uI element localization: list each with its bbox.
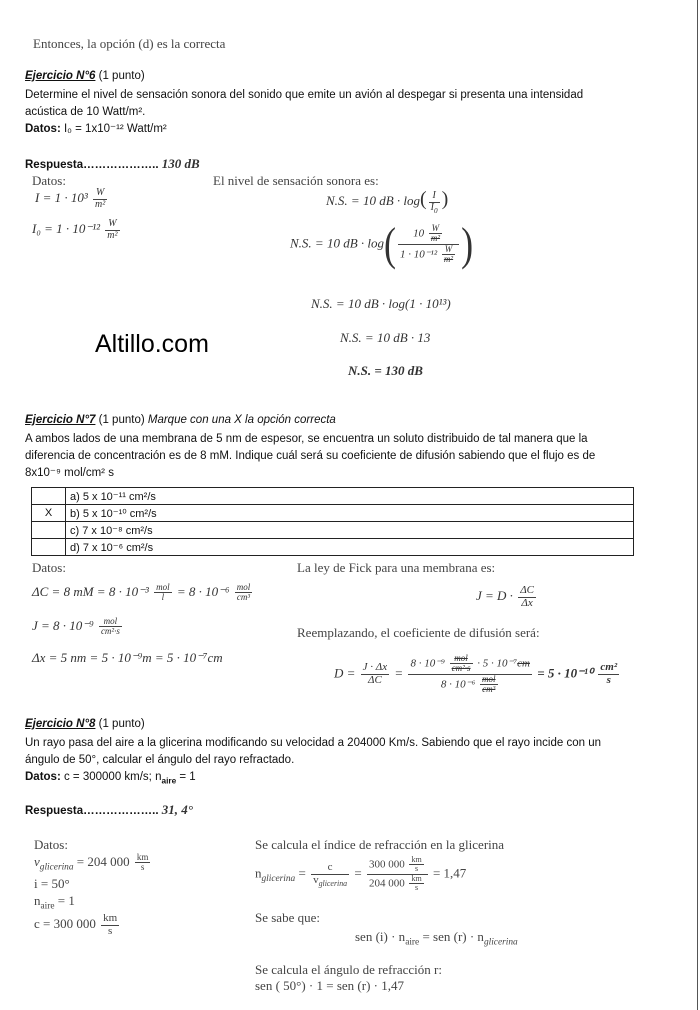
table-row[interactable] bbox=[32, 505, 634, 522]
ex6-ns-title: El nivel de sensación sonora es: bbox=[213, 173, 379, 188]
ex6-data-value: I₀ = 1x10⁻¹² Watt/m² bbox=[63, 123, 167, 135]
option-text: c) 7 x 10⁻⁸ cm²/s bbox=[66, 522, 634, 539]
ex6-statement-line1: Determine el nivel de sensación sonora del sonido que emite un avión al despegar si presenta una intensidad bbox=[25, 89, 584, 101]
option-mark[interactable] bbox=[32, 488, 66, 505]
ex8-refr-eq: $n_{glicerina}$ = $\frac{c}{v_{glicerina}}$ = 300 000 $\frac{km}{s}$ 204 000 $\frac{km}{s}$ = 1,47 bbox=[255, 855, 467, 893]
intro-line: Entonces, la opción (d) es la correcta bbox=[33, 36, 226, 51]
ex7-instruction: Marque con una X la opción correcta bbox=[147, 414, 336, 426]
ex8-heading: Ejercicio N°8 bbox=[25, 718, 96, 730]
ex7-fick-eq: J = D · $\frac{\Delta C}{\Delta x}$ bbox=[476, 584, 534, 609]
ex7-statement-line2: diferencia de concentración es de 8 mM. Indique cuál será su coeficiente de difusión sabiendo que el flujo es de bbox=[25, 450, 596, 462]
table-row[interactable] bbox=[32, 539, 634, 556]
ex7-dx-line: Δx = 5 nm = 5 · 10⁻⁹m = 5 · 10⁻⁷cm bbox=[32, 650, 223, 665]
ex8-angle-eq: sen ( 50°) · 1 = sen (r) · 1,47 bbox=[255, 978, 404, 993]
unit-num: W bbox=[105, 219, 119, 231]
ex6-statement bbox=[25, 87, 673, 138]
ex8-i-line: i = 50° bbox=[34, 876, 70, 891]
ex7-statement-line1: A ambos lados de una membrana de 5 nm de espesor, se encuentra un soluto distribuido de tal manera que la bbox=[25, 433, 588, 445]
ex6-statement-line2: acústica de 10 Watt/m². bbox=[25, 106, 146, 118]
option-text: a) 5 x 10⁻¹¹ cm²/s bbox=[66, 488, 634, 505]
ex8-statement bbox=[25, 735, 673, 786]
ex7-d-eq: D = $\frac{J \cdot \Delta x}{\Delta C}$ = 8 · 10⁻⁹ $\frac{\text{mol}}{\text{cm²·s}}$ · 5 · 10⁻⁷cm 8 · 10⁻⁶ $\frac{\text{mol}}{\text{cm³}}$ = 5 · 10⁻¹⁰ $\frac{\text{cm²}}{s}$ bbox=[334, 653, 618, 695]
ex8-answer bbox=[25, 802, 193, 818]
ex6-header bbox=[25, 70, 145, 82]
ex8-statement-line2: ángulo de 50°, calcular el ángulo del rayo refractado. bbox=[25, 754, 295, 766]
ex6-i0-unit bbox=[105, 219, 119, 241]
ex7-statement-line3: 8x10⁻⁹ mol/cm² s bbox=[25, 467, 114, 479]
ex6-data-label: Datos: bbox=[25, 123, 61, 135]
watermark-logo: Altillo.com bbox=[95, 330, 209, 358]
ex6-points: (1 punto) bbox=[98, 70, 145, 82]
ex8-data-line: Datos: c = 300000 km/s; $n_{aire} = 1$ bbox=[25, 771, 196, 786]
ex6-eq1: N.S. = 10 dB · log( $\frac{I}{I_0}$ ) bbox=[326, 188, 449, 215]
ex8-n-line: $n_{aire} = 1$ bbox=[34, 893, 75, 912]
option-text: d) 7 x 10⁻⁶ cm²/s bbox=[66, 539, 634, 556]
ex6-i-unit bbox=[93, 188, 107, 210]
ex8-header bbox=[25, 718, 145, 730]
ex6-datos-title: Datos: bbox=[32, 173, 66, 188]
ex6-eq3: N.S. = 10 dB · log(1 · 10¹³) bbox=[311, 296, 451, 311]
ex7-header bbox=[25, 414, 336, 426]
ex6-data-line bbox=[25, 121, 673, 138]
ex6-i0-line bbox=[32, 219, 122, 241]
ex7-statement bbox=[25, 431, 673, 482]
eq2-den: 1 · 10⁻¹² bbox=[400, 248, 438, 261]
ex7-d-result: = 5 · 10⁻¹⁰ bbox=[537, 665, 594, 681]
ex7-dc-line: ΔC = 8 mM = 8 · 10⁻³ $\frac{\text{mol}}{l}$ = 8 · 10⁻⁶ $\frac{\text{mol}}{\text{cm³}}$ bbox=[32, 582, 251, 603]
unit-den: m² bbox=[107, 229, 118, 241]
ex7-j-line: J = 8 · 10⁻⁹ $\frac{\text{mol}}{\text{cm²·s}}$ bbox=[32, 616, 120, 637]
eq2-text: N.S. = 10 dB · log bbox=[290, 235, 384, 251]
ex8-points: (1 punto) bbox=[98, 718, 145, 730]
ex8-v-line: $v_{glicerina} = 204$ 000 $\frac{km}{s}$ bbox=[34, 852, 149, 873]
option-mark[interactable] bbox=[32, 522, 66, 539]
ex6-answer-value: 130 dB bbox=[161, 156, 200, 171]
table-row[interactable] bbox=[32, 488, 634, 505]
ex6-eq5: N.S. = 130 dB bbox=[348, 363, 423, 378]
eq2-num: 10 bbox=[413, 227, 425, 240]
ex6-i-value: I = 1 · 10³ bbox=[35, 189, 88, 205]
ex8-answer-label: Respuesta……………….. bbox=[25, 805, 159, 817]
eq1-text: N.S. = 10 dB · log bbox=[326, 193, 420, 208]
ex7-replace-title: Reemplazando, el coeficiente de difusión será: bbox=[297, 625, 540, 640]
unit-den: m² bbox=[95, 198, 106, 210]
ex8-snell-eq: sen $(i) \cdot n_{aire}$ = sen $(r) \cdot n_{glicerina}$ bbox=[355, 929, 518, 948]
ex6-i-line bbox=[35, 188, 109, 210]
ex8-datos-title: Datos: bbox=[34, 837, 68, 852]
table-row[interactable] bbox=[32, 522, 634, 539]
ex8-c-line: c = 300 000 $\frac{km}{s}$ bbox=[34, 912, 118, 937]
ex8-refr-title: Se calcula el índice de refracción en la glicerina bbox=[255, 837, 505, 852]
ex7-options-table bbox=[31, 487, 634, 556]
option-mark[interactable]: X bbox=[32, 505, 66, 522]
ex8-statement-line1: Un rayo pasa del aire a la glicerina modificando su velocidad a 204000 Km/s. Sabiendo que el rayo incide con un bbox=[25, 737, 601, 749]
ex6-answer-label: Respuesta……………….. bbox=[25, 159, 159, 171]
unit-num: W bbox=[93, 188, 107, 200]
ex7-fick-title: La ley de Fick para una membrana es: bbox=[297, 560, 496, 575]
ex6-eq4: N.S. = 10 dB · 13 bbox=[340, 330, 431, 345]
option-text: b) 5 x 10⁻¹⁰ cm²/s bbox=[66, 505, 634, 522]
ex8-answer-value: 31, 4° bbox=[161, 802, 193, 817]
ex6-answer bbox=[25, 156, 200, 172]
option-mark[interactable] bbox=[32, 539, 66, 556]
ex8-knows-title: Se sabe que: bbox=[255, 910, 320, 925]
ex6-i0-value: I₀ = 1 · 10⁻¹² bbox=[32, 220, 101, 236]
ex7-points: (1 punto) bbox=[98, 414, 145, 426]
ex8-angle-title: Se calcula el ángulo de refracción r: bbox=[255, 962, 442, 977]
ex6-heading: Ejercicio N°6 bbox=[25, 70, 96, 82]
ex6-eq2: N.S. = 10 dB · log( 10 $\frac{W}{\text{m²}}$ 1 · 10⁻¹² $\frac{W}{\text{m²}}$ ) bbox=[290, 218, 474, 271]
ex7-datos-title: Datos: bbox=[32, 560, 66, 575]
ex7-heading: Ejercicio N°7 bbox=[25, 414, 96, 426]
